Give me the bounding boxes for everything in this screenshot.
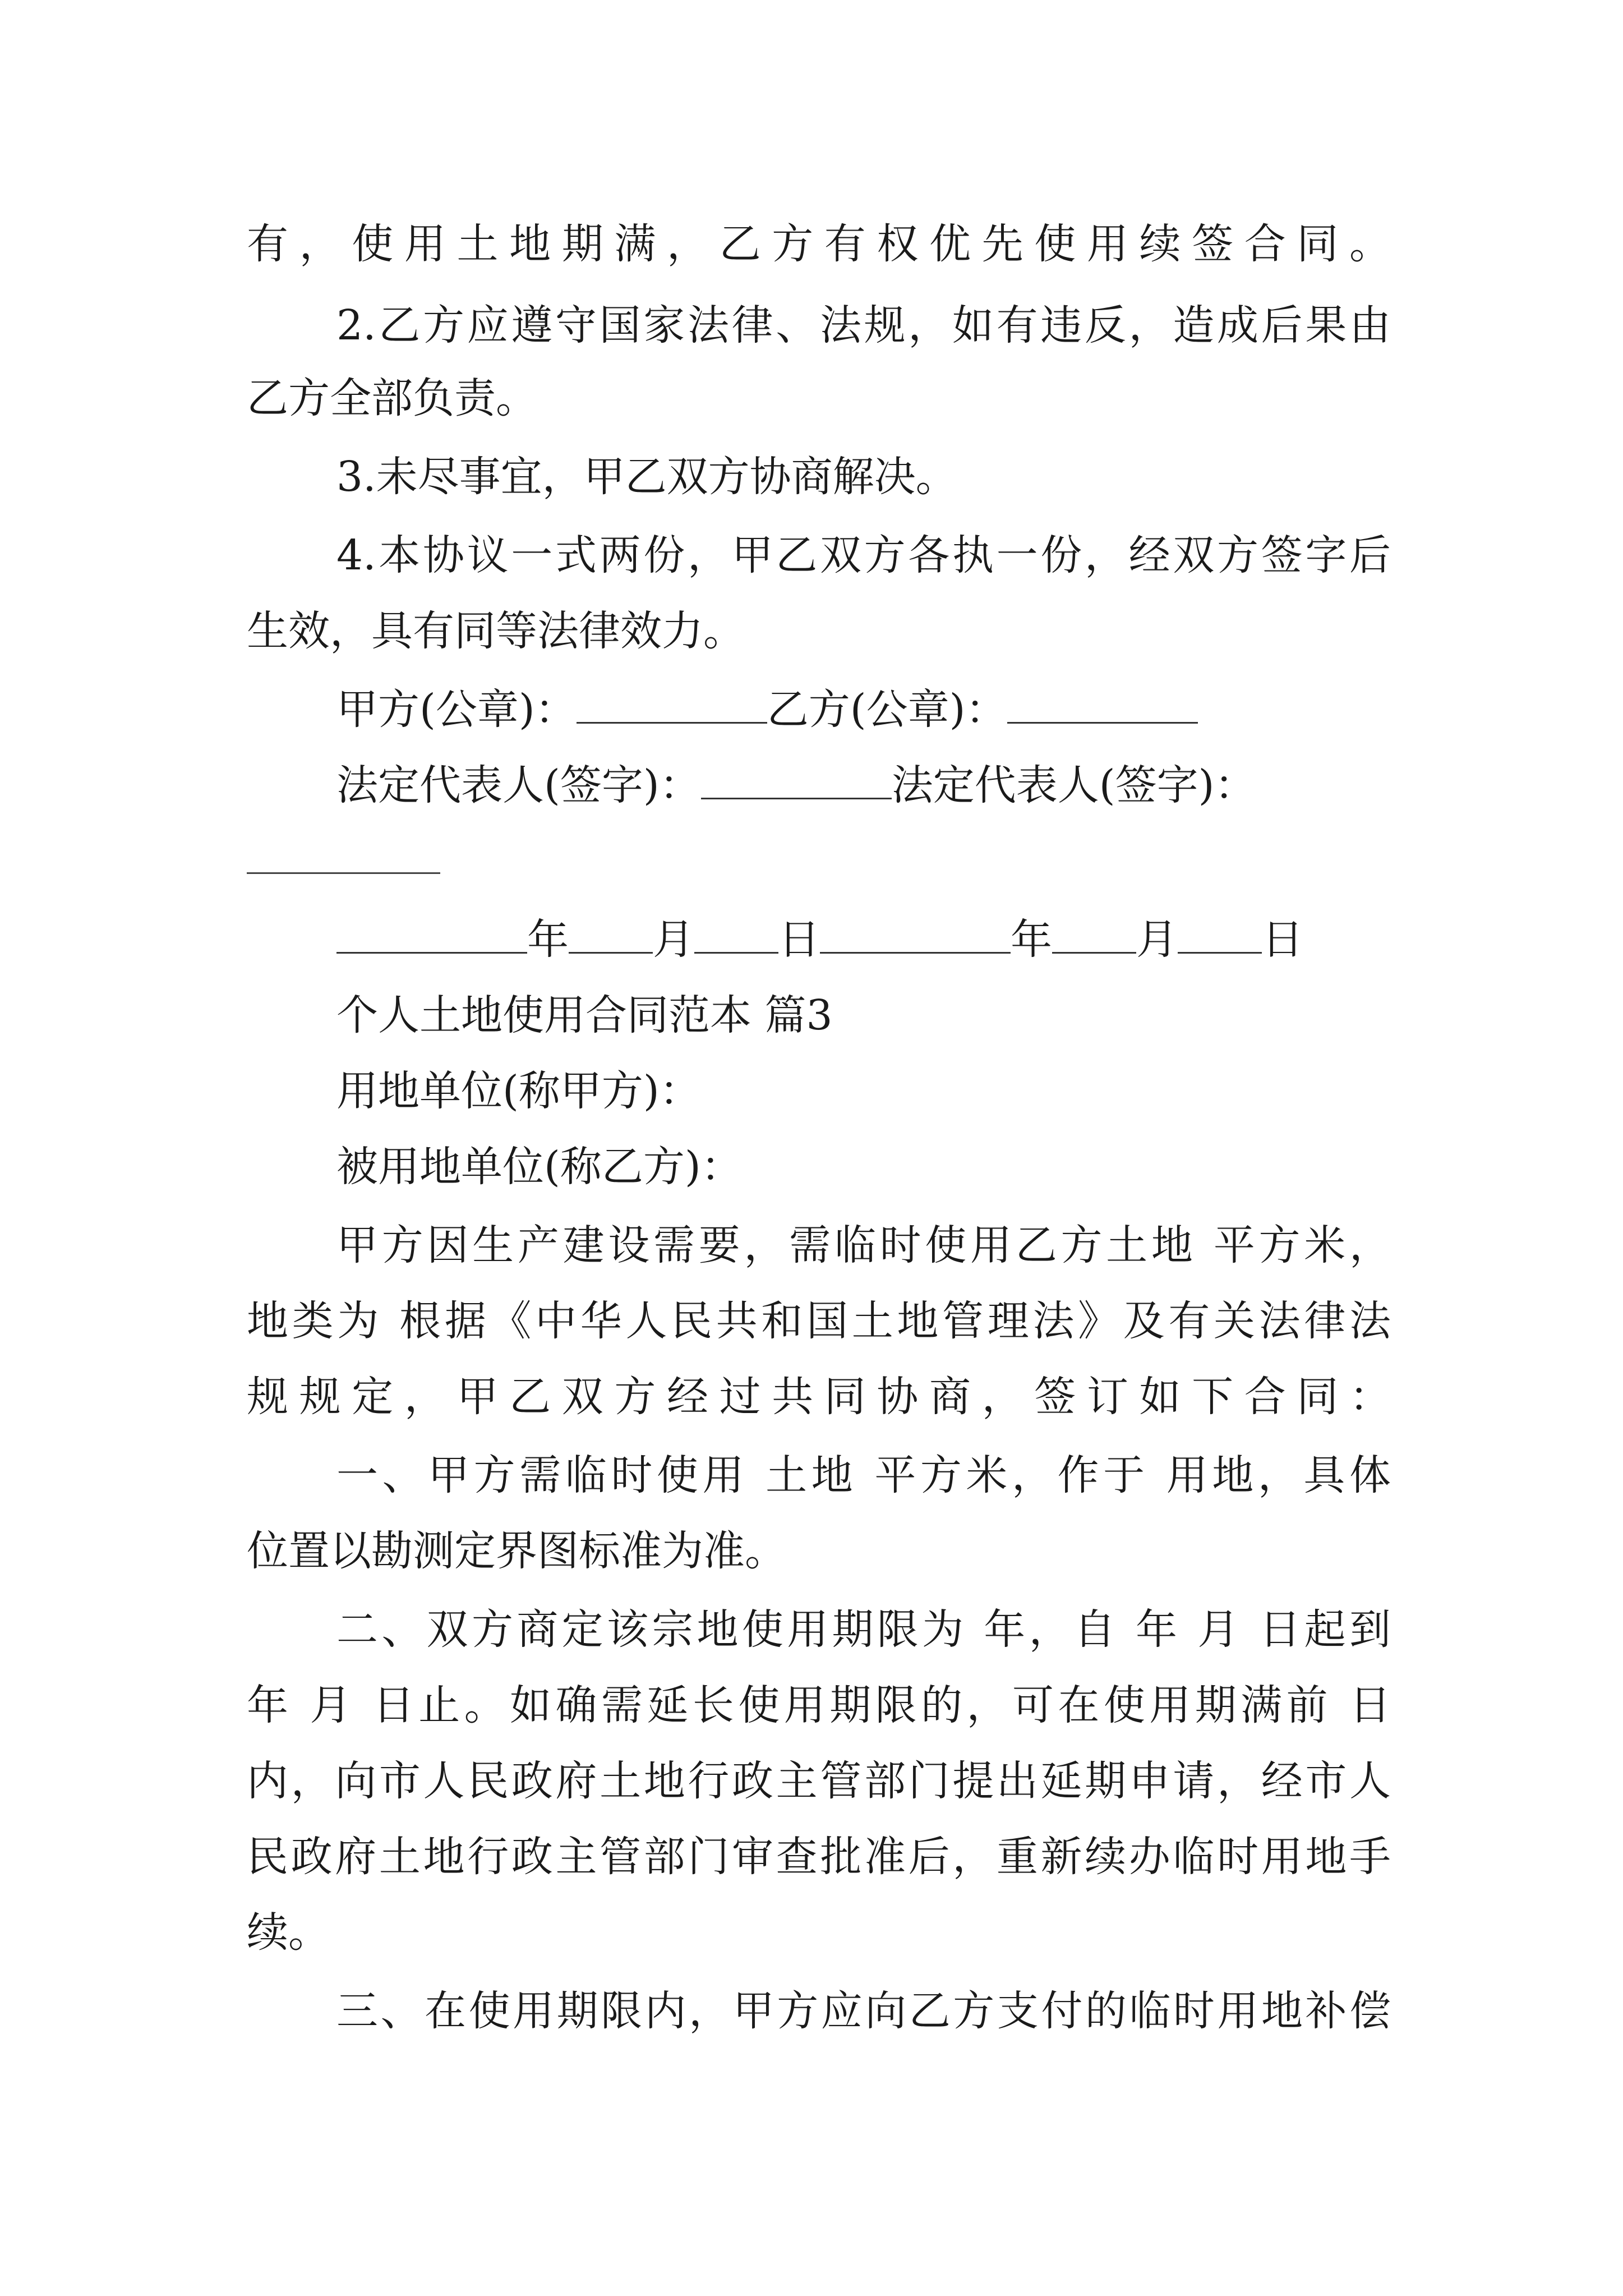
party-a-line: 用地单位(称甲方)：: [336, 1067, 701, 1115]
paragraph-line: 内，向市人民政府土地行政主管部门提出延期申请，经市人: [247, 1757, 1391, 1805]
month-label: 月: [1136, 915, 1178, 964]
signature-line-seal: [336, 682, 1391, 738]
paragraph-line: 二、双方商定该宗地使用期限为 年，自 年 月 日起到: [336, 1605, 1391, 1654]
signature-blank: [247, 872, 440, 874]
section-title: 个人土地使用合同范本 篇3: [336, 991, 833, 1039]
party-a-representative-label: 法定代表人(签字)：: [336, 761, 701, 809]
year-label: 年: [527, 915, 569, 964]
paragraph-line: 4.本协议一式两份，甲乙双方各执一份，经双方签字后: [336, 531, 1391, 579]
seal-blank: [577, 683, 767, 724]
month-label: 月: [653, 915, 694, 964]
paragraph-line: 位置以勘测定界图标准为准。: [247, 1527, 786, 1575]
paragraph-line: 续。: [247, 1908, 330, 1957]
month-blank: [1052, 913, 1136, 954]
day-blank: [1178, 913, 1262, 954]
month-blank: [569, 913, 653, 954]
paragraph-line: 3.未尽事宜，甲乙双方协商解决。: [336, 453, 957, 501]
paragraph-line: 民政府土地行政主管部门审查批准后，重新续办临时用地手: [247, 1833, 1391, 1881]
party-b-seal-label: 乙方(公章)：: [767, 685, 1007, 734]
paragraph-line: 甲方因生产建设需要，需临时使用乙方土地 平方米，: [336, 1221, 1391, 1269]
day-label: 日: [1262, 915, 1303, 964]
paragraph-line: 三、在使用期限内，甲方应向乙方支付的临时用地补偿: [336, 1987, 1391, 2035]
paragraph-line: 规规定，甲乙双方经过共同协商，签订如下合同：: [247, 1373, 1391, 1421]
day-blank: [694, 913, 778, 954]
paragraph-line: 地类为 根据《中华人民共和国土地管理法》及有关法律法: [247, 1297, 1391, 1345]
party-b-representative-label: 法定代表人(签字)：: [891, 761, 1256, 809]
party-a-seal-label: 甲方(公章)：: [336, 685, 577, 734]
paragraph-line: 生效，具有同等法律效力。: [247, 607, 745, 655]
paragraph-line: 乙方全部负责。: [247, 374, 537, 422]
paragraph-line: 2.乙方应遵守国家法律、法规，如有违反，造成后果由: [336, 301, 1391, 349]
seal-blank: [1007, 683, 1198, 724]
signature-blank: [701, 758, 892, 799]
year-blank: [336, 913, 527, 954]
date-line: [336, 912, 1391, 968]
party-b-line: 被用地单位(称乙方)：: [336, 1143, 743, 1191]
paragraph-line: 年 月 日止。如确需延长使用期限的，可在使用期满前 日: [247, 1681, 1391, 1729]
signature-line-representative: [336, 757, 1391, 813]
year-label: 年: [1011, 915, 1052, 964]
year-blank: [820, 913, 1011, 954]
day-label: 日: [778, 915, 820, 964]
paragraph-line: 有，使用土地期满，乙方有权优先使用续签合同。: [247, 220, 1391, 268]
paragraph-line: 一、甲方需临时使用 土地 平方米，作于 用地，具体: [336, 1451, 1391, 1499]
